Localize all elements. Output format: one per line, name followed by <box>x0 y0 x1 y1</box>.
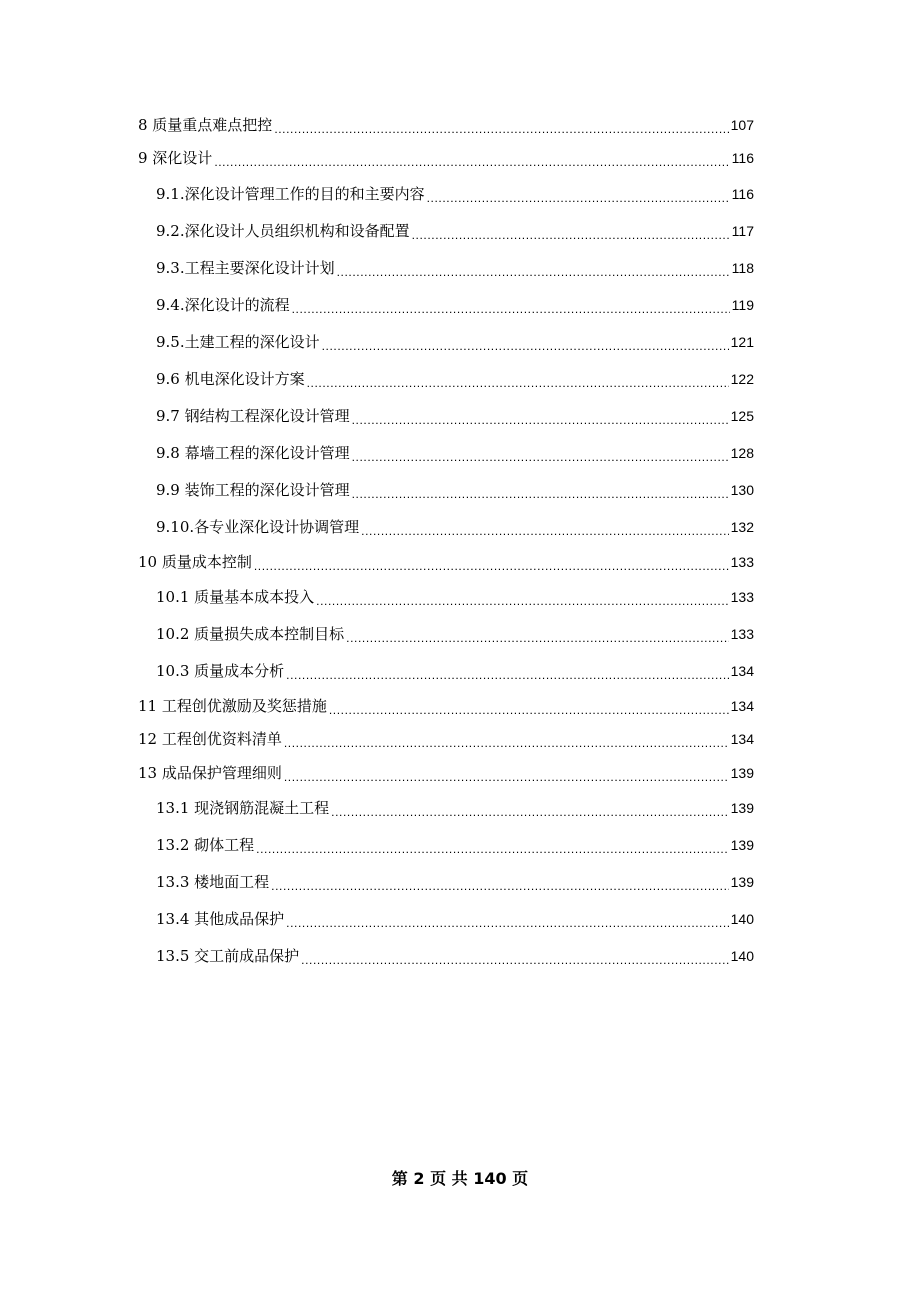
dot-leader <box>214 150 729 168</box>
toc-entry-title: 13.4 其他成品保护 <box>156 910 285 928</box>
dot-leader <box>352 445 729 463</box>
page-footer: 第 2 页 共 140 页 <box>391 1169 529 1188</box>
toc-entry-title: 9 深化设计 <box>138 149 213 167</box>
toc-entry-title: 9.10.各专业深化设计协调管理 <box>156 518 360 536</box>
dot-leader <box>286 911 728 929</box>
dot-leader <box>412 223 730 241</box>
toc-entry-title: 9.1.深化设计管理工作的目的和主要内容 <box>156 185 425 203</box>
toc-entry-page: 133 <box>730 589 754 605</box>
toc-entry-page: 139 <box>730 800 754 816</box>
toc-entry-title: 9.6 机电深化设计方案 <box>156 370 305 388</box>
dot-leader <box>352 408 729 426</box>
dot-leader <box>284 731 729 749</box>
toc-entry-10-2[interactable] <box>156 620 754 644</box>
toc-entry-title: 10.1 质量基本成本投入 <box>156 588 315 606</box>
toc-entry-title: 10.3 质量成本分析 <box>156 662 285 680</box>
toc-entry-page: 116 <box>731 150 754 166</box>
toc-entry-page: 122 <box>730 371 754 387</box>
toc-entry-title: 9.3.工程主要深化设计计划 <box>156 259 335 277</box>
toc-entry-12[interactable] <box>138 725 754 749</box>
dot-leader <box>316 589 728 607</box>
toc-entry-page: 134 <box>730 731 754 747</box>
toc-entry-13-2[interactable] <box>156 831 754 855</box>
dot-leader <box>322 334 729 352</box>
toc-entry-9-5[interactable] <box>156 328 754 352</box>
toc-entry-11[interactable] <box>138 692 754 716</box>
dot-leader <box>337 260 730 278</box>
toc-entry-title: 10.2 质量损失成本控制目标 <box>156 625 345 643</box>
dot-leader <box>331 800 728 818</box>
toc-entry-13-5[interactable] <box>156 942 754 966</box>
toc-entry-page: 133 <box>730 554 754 570</box>
toc-entry-9-6[interactable] <box>156 365 754 389</box>
toc-entry-page: 117 <box>731 223 754 239</box>
toc-entry-page: 132 <box>730 519 754 535</box>
dot-leader <box>284 765 729 783</box>
toc-entry-page: 128 <box>730 445 754 461</box>
toc-entry-page: 140 <box>730 948 754 964</box>
toc-entry-title: 13.3 楼地面工程 <box>156 873 270 891</box>
dot-leader <box>286 663 728 681</box>
toc-entry-title: 12 工程创优资料清单 <box>138 730 282 748</box>
toc-entry-title: 9.8 幕墙工程的深化设计管理 <box>156 444 350 462</box>
toc-entry-9-3[interactable] <box>156 254 754 278</box>
dot-leader <box>271 874 728 892</box>
toc-entry-title: 9.5.土建工程的深化设计 <box>156 333 320 351</box>
dot-leader <box>254 554 729 572</box>
toc-entry-page: 139 <box>730 874 754 890</box>
toc-entry-13-3[interactable] <box>156 868 754 892</box>
toc-entry-page: 121 <box>730 334 754 350</box>
toc-entry-9-4[interactable] <box>156 291 754 315</box>
toc-entry-title: 8 质量重点难点把控 <box>138 116 273 134</box>
dot-leader <box>352 482 729 500</box>
toc-entry-title: 9.4.深化设计的流程 <box>156 296 290 314</box>
toc-entry-title: 13.5 交工前成品保护 <box>156 947 300 965</box>
dot-leader <box>301 948 728 966</box>
toc-entry-9-10[interactable] <box>156 513 754 537</box>
toc-entry-page: 139 <box>730 837 754 853</box>
toc-entry-page: 116 <box>731 186 754 202</box>
toc-entry-9-9[interactable] <box>156 476 754 500</box>
toc-entry-13[interactable] <box>138 759 754 783</box>
toc-entry-9-8[interactable] <box>156 439 754 463</box>
toc-entry-10-3[interactable] <box>156 657 754 681</box>
toc-entry-10[interactable] <box>138 548 754 572</box>
toc-entry-13-4[interactable] <box>156 905 754 929</box>
toc-entry-title: 13.2 砌体工程 <box>156 836 255 854</box>
toc-entry-title: 13.1 现浇钢筋混凝土工程 <box>156 799 330 817</box>
toc-entry-10-1[interactable] <box>156 583 754 607</box>
dot-leader <box>256 837 728 855</box>
toc-entry-title: 9.2.深化设计人员组织机构和设备配置 <box>156 222 410 240</box>
toc-entry-title: 13 成品保护管理细则 <box>138 764 282 782</box>
dot-leader <box>292 297 730 315</box>
toc-entry-13-1[interactable] <box>156 794 754 818</box>
toc-entry-page: 118 <box>731 260 754 276</box>
toc-entry-9-2[interactable] <box>156 217 754 241</box>
toc-entry-page: 140 <box>730 911 754 927</box>
dot-leader <box>307 371 729 389</box>
toc-entry-page: 139 <box>730 765 754 781</box>
toc-entry-9-7[interactable] <box>156 402 754 426</box>
toc-entry-title: 11 工程创优激励及奖惩措施 <box>138 697 327 715</box>
toc-entry-page: 134 <box>730 663 754 679</box>
toc-entry-title: 10 质量成本控制 <box>138 553 252 571</box>
toc-entry-9-1[interactable] <box>156 180 754 204</box>
toc-entry-title: 9.9 装饰工程的深化设计管理 <box>156 481 350 499</box>
dot-leader <box>427 186 730 204</box>
toc-entry-title: 9.7 钢结构工程深化设计管理 <box>156 407 350 425</box>
toc-entry-page: 107 <box>730 117 754 133</box>
toc-entry-page: 125 <box>730 408 754 424</box>
toc-entry-9[interactable] <box>138 144 754 168</box>
dot-leader <box>361 519 728 537</box>
toc-entry-page: 119 <box>731 297 754 313</box>
toc-entry-8[interactable] <box>138 111 754 135</box>
toc-entry-page: 130 <box>730 482 754 498</box>
dot-leader <box>329 698 729 716</box>
toc-entry-page: 133 <box>730 626 754 642</box>
dot-leader <box>274 117 728 135</box>
dot-leader <box>346 626 728 644</box>
toc-entry-page: 134 <box>730 698 754 714</box>
